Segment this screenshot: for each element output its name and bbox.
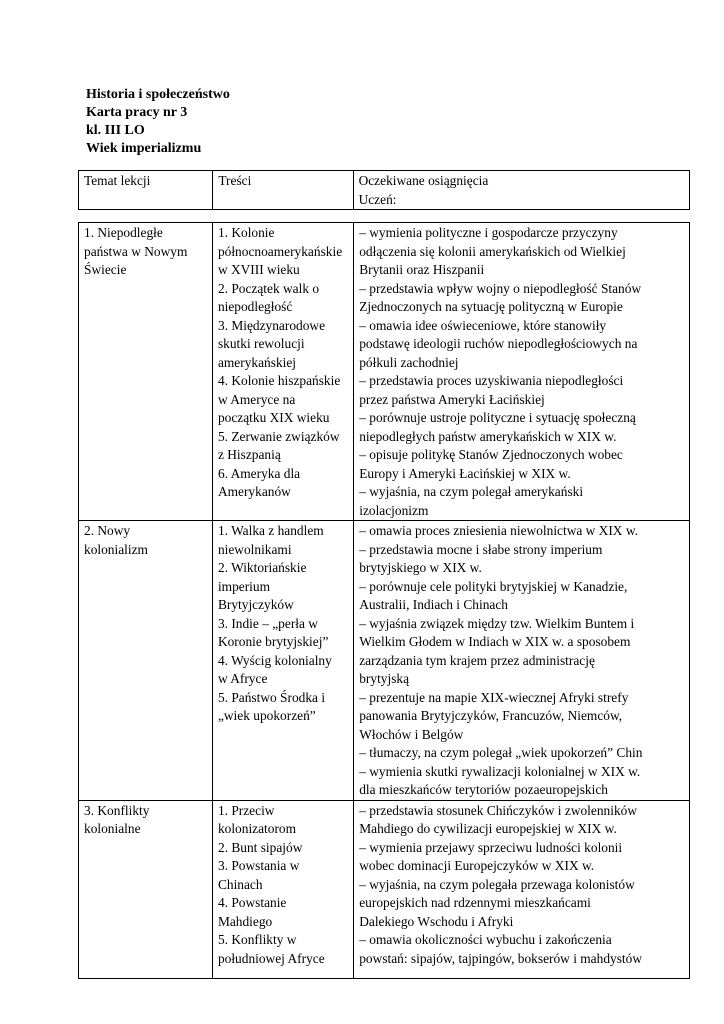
cell-line: kolonializm — [84, 541, 148, 557]
subject-title: Historia i społeczeństwo — [86, 87, 230, 102]
cell-line: – wymienia skutki rywalizacji kolonialnej w XIX w. — [359, 763, 641, 779]
cell-line: 1. Przeciw — [217, 802, 275, 818]
cell-line: – wyjaśnia, na czym polegała przewaga kolonistów — [359, 876, 635, 892]
lesson-topic-cell — [79, 223, 213, 521]
cell-line: skutki rewolucji — [217, 336, 305, 351]
cell-line: panowania Brytyjczyków, Francuzów, Niemców, — [359, 708, 623, 723]
cell-line: 2. Nowy — [84, 523, 131, 538]
cell-line: Mahdiego do cywilizacji europejskiej w XIX w. — [359, 821, 617, 836]
cell-line: w Afryce — [217, 671, 268, 686]
cell-line: 5. Państwo Środka i — [217, 689, 326, 705]
document-header — [86, 86, 230, 158]
cell-line: z Hiszpanią — [217, 447, 281, 462]
cell-line: – opisuje politykę Stanów Zjednoczonych wobec — [359, 447, 623, 462]
header-contents: Treści — [213, 171, 353, 210]
cell-line: brytyjską — [359, 671, 410, 686]
cell-line: – wyjaśnia, na czym polegał amerykański — [359, 484, 584, 499]
column-header-table — [78, 170, 690, 210]
cell-line: 2. Bunt sipajów — [217, 839, 303, 855]
cell-line: Koronie brytyjskiej” — [217, 634, 329, 649]
cell-line: Dalekiego Wschodu i Afryki — [359, 913, 514, 929]
cell-line: odłączenia się kolonii amerykańskich od Wielkiej — [359, 243, 626, 259]
cell-line: 1. Niepodległe — [84, 225, 163, 240]
cell-line: półkuli zachodniej — [359, 354, 459, 370]
cell-line: Brytyjczyków — [217, 597, 294, 612]
cell-line: Amerykanów — [217, 484, 291, 499]
cell-line: – wyjaśnia związek między tzw. Wielkim Buntem i — [359, 615, 635, 631]
cell-line: – omawia idee oświeceniowe, które stanowiły — [359, 317, 607, 333]
contents-cell — [212, 521, 353, 801]
cell-line: – porównuje cele polityki brytyjskiej w Kanadzie, — [359, 578, 628, 594]
cell-line: – omawia proces zniesienia niewolnictwa w XIX w. — [359, 523, 638, 538]
unit-topic: Wiek imperializmu — [86, 141, 202, 156]
contents-cell — [212, 223, 353, 521]
column-header-row — [79, 171, 690, 210]
cell-line: 4. Wyścig kolonialny — [217, 652, 332, 668]
cell-line: 4. Kolonie hiszpańskie — [217, 373, 341, 388]
cell-line: 1. Walka z handlem — [217, 523, 324, 538]
class-level: kl. III LO — [86, 123, 145, 138]
cell-line: 5. Konflikty w — [217, 932, 297, 947]
outcomes-cell — [354, 800, 690, 978]
cell-line: „wiek upokorzeń” — [217, 708, 316, 723]
cell-line: powstań: sipajów, tajpingów, bokserów i mahdystów — [359, 950, 643, 966]
cell-line: Włochów i Belgów — [359, 726, 464, 742]
contents-cell — [212, 800, 353, 978]
cell-line: 3. Powstania w — [217, 858, 300, 873]
cell-line: 5. Zerwanie związków — [217, 428, 340, 444]
cell-line: – przedstawia proces uzyskiwania niepodległości — [359, 373, 624, 388]
cell-line: państwa w Nowym — [84, 243, 188, 259]
cell-line: kolonizatorom — [217, 821, 297, 836]
cell-line: imperium — [217, 578, 271, 594]
cell-line: brytyjskiego w XIX w. — [359, 560, 482, 575]
cell-line: 2. Początek walk o — [217, 280, 320, 296]
cell-line: w Ameryce na — [217, 391, 296, 407]
cell-line: podstawę ideologii ruchów niepodległościowych na — [359, 336, 638, 351]
cell-line: 3. Konflikty — [84, 802, 150, 818]
cell-line: – wymienia polityczne i gospodarcze przyczyny — [359, 225, 618, 240]
cell-line: Australii, Indiach i Chinach — [359, 597, 508, 612]
cell-line: południowej Afryce — [217, 950, 325, 966]
header-lesson-topic: Temat lekcji — [79, 171, 213, 210]
cell-line: – wymienia przejawy sprzeciwu ludności kolonii — [359, 839, 623, 855]
cell-line: Chinach — [217, 876, 263, 892]
cell-line: – tłumaczy, na czym polegał „wiek upokorzeń” Chin — [359, 745, 643, 760]
outcomes-cell — [354, 223, 690, 521]
cell-line: Europy i Ameryki Łacińskiej w XIX w. — [359, 465, 571, 481]
curriculum-table — [78, 222, 690, 979]
cell-line: – omawia okoliczności wybuchu i zakończenia — [359, 932, 612, 947]
cell-line: europejskich nad rdzennymi mieszkańcami — [359, 895, 591, 910]
cell-line: dla mieszkańców terytoriów pozaeuropejskich — [359, 782, 608, 797]
cell-line: 4. Powstanie — [217, 895, 287, 910]
cell-line: 3. Indie – „perła w — [217, 615, 318, 631]
cell-line: – prezentuje na mapie XIX-wiecznej Afryki strefy — [359, 689, 629, 705]
cell-line: 2. Wiktoriańskie — [217, 560, 307, 575]
cell-line: – przedstawia stosunek Chińczyków i zwolenników — [359, 802, 638, 818]
cell-line: Wielkim Głodem w Indiach w XIX w. a sposobem — [359, 634, 631, 649]
cell-line: 1. Kolonie — [217, 225, 275, 240]
cell-line: niewolnikami — [217, 541, 292, 557]
cell-line: amerykańskiej — [217, 354, 297, 370]
cell-line: 3. Międzynarodowe — [217, 317, 326, 333]
cell-line: wobec dominacji Europejczyków w XIX w. — [359, 858, 595, 873]
cell-line: zarządzania tym krajem przez administrację — [359, 652, 595, 668]
cell-line: – przedstawia wpływ wojny o niepodległość Stanów — [359, 280, 642, 296]
outcomes-cell — [354, 521, 690, 801]
lesson-topic-cell — [79, 521, 213, 801]
lesson-topic-cell — [79, 800, 213, 978]
cell-line: Mahdiego — [217, 913, 273, 929]
table-row — [79, 223, 690, 521]
header-outcomes: Oczekiwane osiągnięcia Uczeń: — [353, 171, 689, 210]
cell-line: w XVIII wieku — [217, 262, 300, 277]
cell-line: – porównuje ustroje polityczne i sytuację społeczną — [359, 410, 636, 425]
cell-line: północnoamerykańskie — [217, 243, 343, 259]
cell-line: – przedstawia mocne i słabe strony imperium — [359, 541, 603, 557]
worksheet-number: Karta pracy nr 3 — [86, 105, 188, 120]
table-row — [79, 800, 690, 978]
cell-line: przez państwa Ameryki Łacińskiej — [359, 391, 545, 407]
cell-line: Zjednoczonych na sytuację polityczną w Europie — [359, 299, 623, 314]
cell-line: niepodległość — [217, 299, 293, 314]
cell-line: 6. Ameryka dla — [217, 465, 301, 481]
table-row — [79, 521, 690, 801]
cell-line: niepodległych państw amerykańskich w XIX w. — [359, 428, 617, 444]
cell-line: Brytanii oraz Hiszpanii — [359, 262, 485, 277]
cell-line: Świecie — [84, 262, 127, 277]
cell-line: początku XIX wieku — [217, 410, 330, 425]
cell-line: izolacjonizm — [359, 502, 429, 518]
cell-line: kolonialne — [84, 821, 141, 836]
